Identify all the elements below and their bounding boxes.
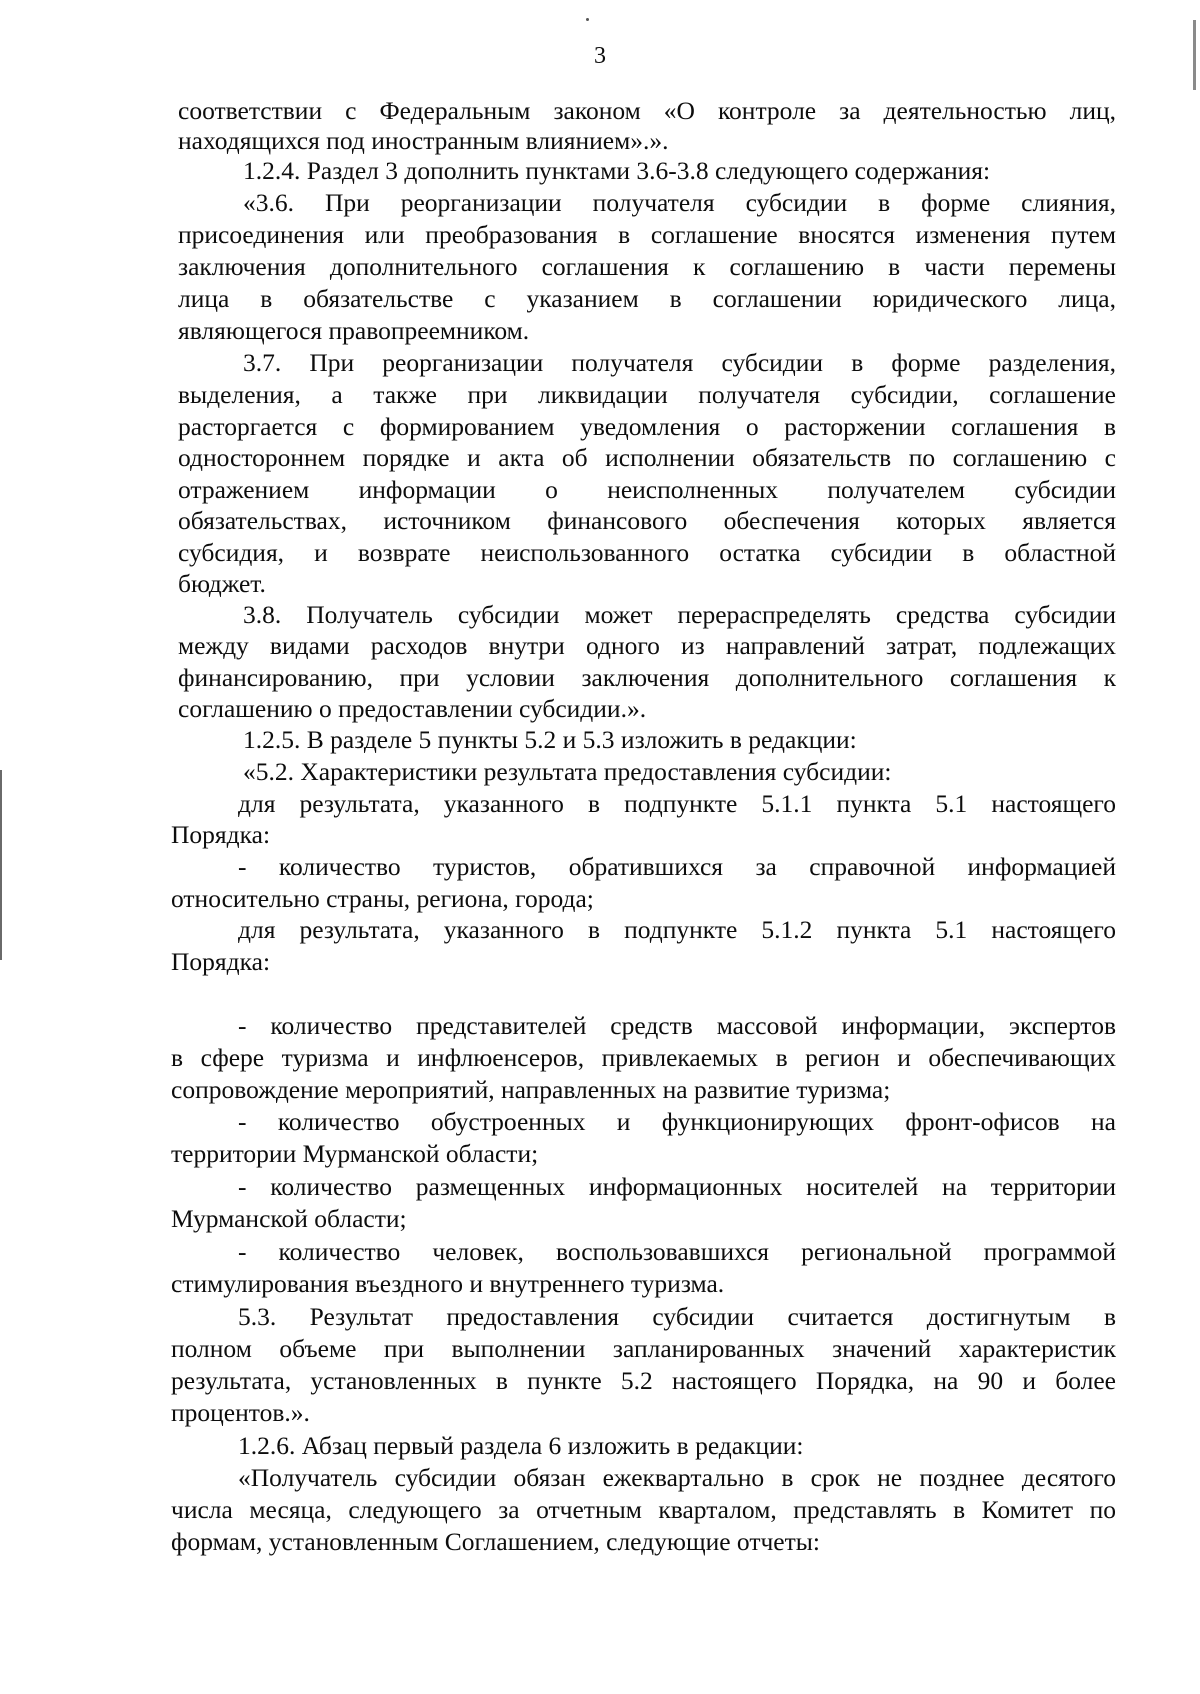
text-line: бюджет. <box>178 569 266 598</box>
text-line: - количество человек, воспользовавшихся региональной программой <box>238 1237 1116 1266</box>
text-line: «Получатель субсидии обязан ежеквартально в срок не позднее десятого <box>238 1463 1116 1492</box>
text-line: полном объеме при выполнении запланированных значений характеристик <box>171 1334 1116 1363</box>
text-line: для результата, указанного в подпункте 5.1.1 пункта 5.1 настоящего <box>238 789 1116 818</box>
text-line: Порядка: <box>171 820 271 849</box>
text-line: субсидия, и возврате неиспользованного остатка субсидии в областной <box>178 538 1116 567</box>
text-line: 5.3. Результат предоставления субсидии считается достигнутым в <box>238 1302 1116 1331</box>
text-line: для результата, указанного в подпункте 5.1.2 пункта 5.1 настоящего <box>238 915 1116 944</box>
scan-edge-mark <box>1193 20 1196 90</box>
scan-edge-mark <box>0 770 2 960</box>
text-line: одностороннем порядке и акта об исполнении обязательств по соглашению с <box>178 443 1116 472</box>
text-line: 1.2.5. В разделе 5 пункты 5.2 и 5.3 изложить в редакции: <box>243 725 857 754</box>
text-line: «3.6. При реорганизации получателя субсидии в форме слияния, <box>243 188 1116 217</box>
text-line: результата, установленных в пункте 5.2 настоящего Порядка, на 90 и более <box>171 1366 1116 1395</box>
text-line: Мурманской области; <box>171 1204 407 1233</box>
text-line: отражением информации о неисполненных получателем субсидии <box>178 475 1116 504</box>
text-line: числа месяца, следующего за отчетным кварталом, представлять в Комитет по <box>171 1495 1116 1524</box>
text-line: в сфере туризма и инфлюенсеров, привлекаемых в регион и обеспечивающих <box>171 1043 1116 1072</box>
text-line: лица в обязательстве с указанием в соглашении юридического лица, <box>178 284 1116 313</box>
scan-speck <box>586 18 589 21</box>
text-line: - количество представителей средств массовой информации, экспертов <box>238 1011 1116 1040</box>
text-line: финансированию, при условии заключения дополнительного соглашения к <box>178 663 1116 692</box>
text-line: «5.2. Характеристики результата предоставления субсидии: <box>243 757 892 786</box>
text-line: - количество размещенных информационных носителей на территории <box>238 1172 1116 1201</box>
text-line: - количество обустроенных и функционирующих фронт-офисов на <box>238 1107 1116 1136</box>
text-line: находящихся под иностранным влиянием».». <box>178 126 669 155</box>
text-line: 1.2.6. Абзац первый раздела 6 изложить в редакции: <box>238 1431 804 1460</box>
text-line: - количество туристов, обратившихся за справочной информацией <box>238 852 1116 881</box>
text-line: процентов.». <box>171 1398 310 1427</box>
text-line: выделения, а также при ликвидации получателя субсидии, соглашение <box>178 380 1116 409</box>
page-number: 3 <box>594 43 606 69</box>
text-line: расторгается с формированием уведомления о расторжении соглашения в <box>178 412 1116 441</box>
text-line: соглашению о предоставлении субсидии.». <box>178 694 647 723</box>
text-line: заключения дополнительного соглашения к соглашению в части перемены <box>178 252 1116 281</box>
text-line: присоединения или преобразования в соглашение вносятся изменения путем <box>178 220 1116 249</box>
text-line: 3.7. При реорганизации получателя субсидии в форме разделения, <box>243 348 1116 377</box>
text-line: сопровождение мероприятий, направленных на развитие туризма; <box>171 1075 891 1104</box>
text-line: 1.2.4. Раздел 3 дополнить пунктами 3.6-3.8 следующего содержания: <box>243 156 991 185</box>
text-line: обязательствах, источником финансового обеспечения которых является <box>178 506 1116 535</box>
text-line: являющегося правопреемником. <box>178 316 530 345</box>
text-line: Порядка: <box>171 947 271 976</box>
text-line: соответствии с Федеральным законом «О контроле за деятельностью лиц, <box>178 96 1116 125</box>
text-line: между видами расходов внутри одного из направлений затрат, подлежащих <box>178 631 1116 660</box>
text-line: формам, установленным Соглашением, следующие отчеты: <box>171 1527 820 1556</box>
text-line: стимулирования въездного и внутреннего туризма. <box>171 1269 725 1298</box>
text-line: территории Мурманской области; <box>171 1139 539 1168</box>
text-line: 3.8. Получатель субсидии может перераспределять средства субсидии <box>243 600 1116 629</box>
text-line: относительно страны, региона, города; <box>171 884 594 913</box>
